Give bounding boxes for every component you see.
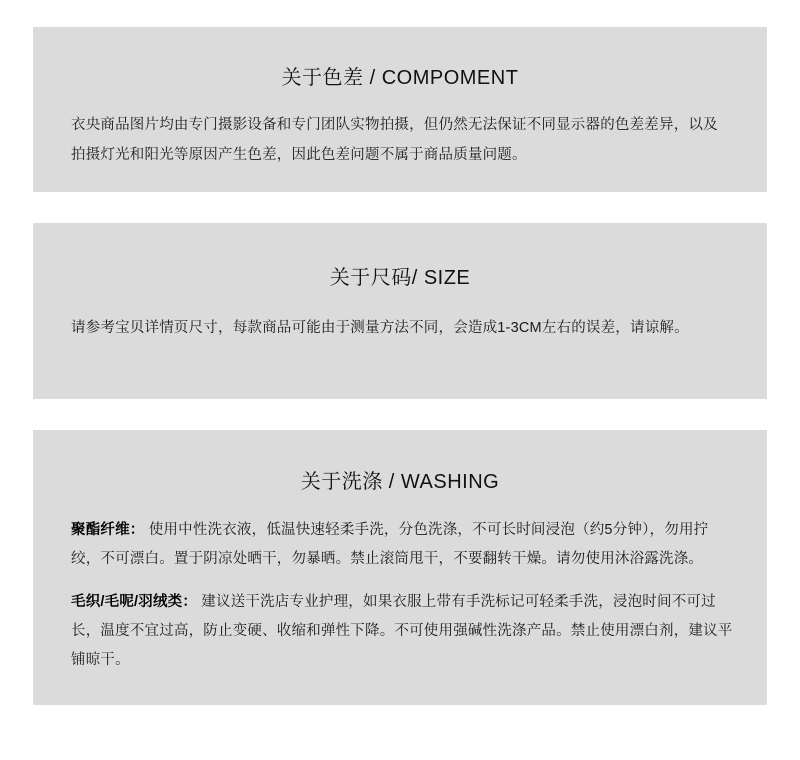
washing-item-polyester	[33, 516, 767, 574]
section-color-difference-body: 衣央商品图片均由专门摄影设备和专门团队实物拍摄，但仍然无法保证不同显示器的色差差异，以及拍摄灯光和阳光等原因产生色差，因此色差问题不属于商品质量问题。	[71, 117, 718, 163]
section-washing-title: 关于洗涤 / WASHING	[300, 471, 500, 493]
washing-item-polyester-label: 聚酯纤维：	[71, 522, 145, 538]
section-size-title: 关于尺码/ SIZE	[329, 267, 471, 289]
section-color-difference-title: 关于色差 / COMPOMENT	[281, 67, 519, 89]
washing-item-wool-text: 建议送干洗店专业护理，如果衣服上带有手洗标记可轻柔手洗，浸泡时间不可过长，温度不宜过高，防止变硬、收缩和弹性下降。不可使用强碱性洗涤产品。禁止使用漂白剂，建议平铺晾干。	[71, 594, 733, 668]
washing-item-polyester-text: 使用中性洗衣液，低温快速轻柔手洗，分色洗涤，不可长时间浸泡（约5分钟），勿用拧绞，不可漂白。置于阴凉处晒干，勿暴晒。禁止滚筒甩干，不要翻转干燥。请勿使用沐浴露洗涤。	[71, 522, 709, 567]
section-size	[33, 223, 767, 399]
section-washing	[33, 430, 767, 705]
washing-item-wool	[33, 588, 767, 675]
section-size-body: 请参考宝贝详情页尺寸，每款商品可能由于测量方法不同，会造成1-3CM左右的误差，请谅解。	[71, 320, 689, 336]
section-color-difference	[33, 27, 767, 192]
washing-item-wool-label: 毛织/毛呢/羽绒类：	[71, 594, 198, 610]
